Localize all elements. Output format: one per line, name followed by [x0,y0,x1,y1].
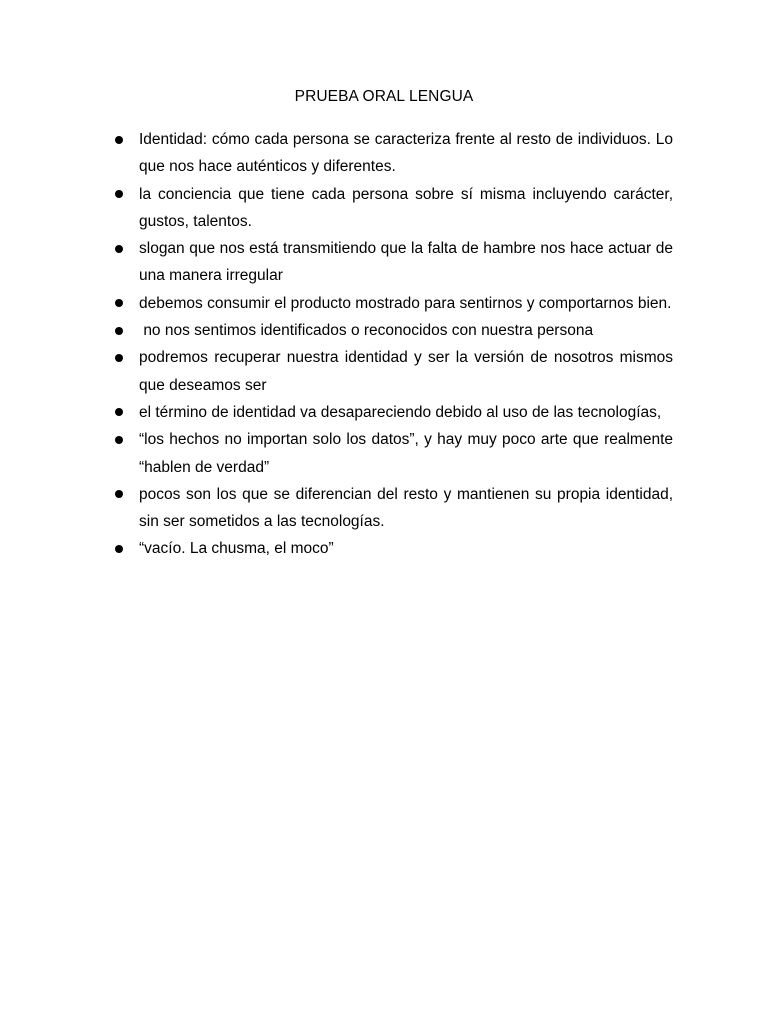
list-item-text: no nos sentimos identificados o reconocidos con nuestra persona [139,322,594,340]
list-item [0,126,673,181]
bullet-icon [115,490,123,498]
list-item [0,399,673,426]
list-item-text: podremos recuperar nuestra identidad y ser la versión de nosotros mismos que deseamos ser [139,349,673,394]
bullet-list [0,126,768,563]
list-item-text: la conciencia que tiene cada persona sobre sí misma incluyendo carácter, gustos, talentos. [139,185,673,230]
list-item [0,426,673,481]
list-item [0,481,673,536]
list-item-text: debemos consumir el producto mostrado para sentirnos y comportarnos bien. [139,294,672,312]
list-item [0,535,673,562]
list-item [0,344,673,399]
bullet-icon [115,408,123,416]
bullet-icon [115,190,123,198]
list-item [0,235,673,290]
list-item-text: “los hechos no importan solo los datos”, y hay muy poco arte que realmente “hablen de verdad” [139,431,673,476]
bullet-icon [115,327,123,335]
list-item [0,181,673,236]
bullet-icon [115,354,123,362]
list-item-text: pocos son los que se diferencian del resto y mantienen su propia identidad, sin ser sometidos a las tecnologías. [139,485,673,531]
bullet-icon [115,299,123,307]
list-item-text: “vacío. La chusma, el moco” [139,540,334,558]
bullet-icon [115,545,123,553]
document-title: PRUEBA ORAL LENGUA [294,88,474,105]
list-item-text: el término de identidad va desapareciendo debido al uso de las tecnologías, [139,403,662,421]
list-item [0,317,673,344]
list-item-text: slogan que nos está transmitiendo que la falta de hambre nos hace actuar de una manera irregular [139,240,673,285]
bullet-icon [115,436,123,444]
list-item [0,290,673,317]
bullet-icon [115,136,123,144]
bullet-icon [115,245,123,253]
list-item-text: Identidad: cómo cada persona se caracteriza frente al resto de individuos. Lo que nos hace auténticos y diferentes. [139,131,673,176]
